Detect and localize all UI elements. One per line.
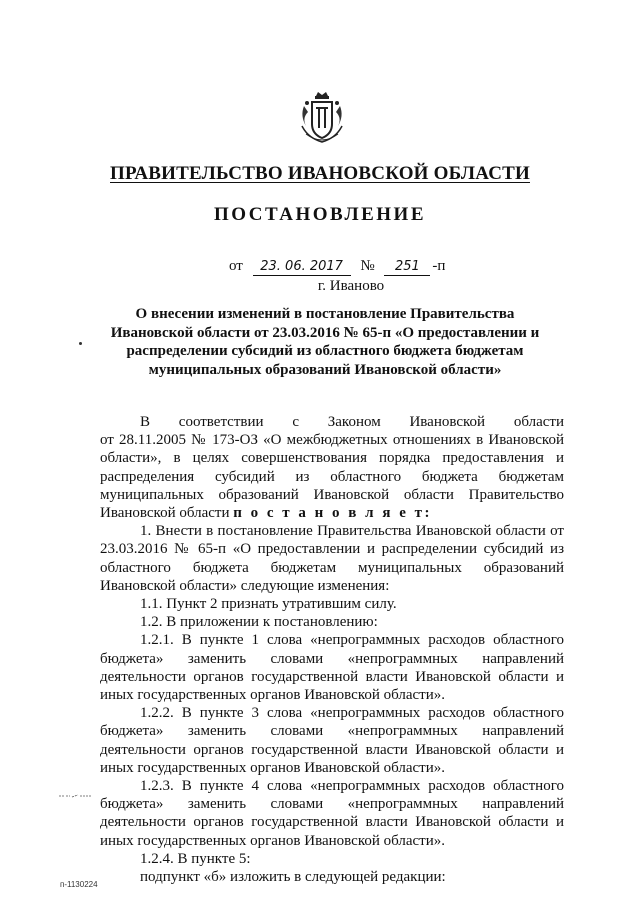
item-1-2-4: 1.2.4. В пункте 5: (140, 850, 251, 867)
handwritten-number: 251 (384, 259, 430, 276)
date-number-line (229, 258, 445, 276)
preamble-word: соответствии (178, 414, 264, 430)
margin-scribble (58, 793, 92, 799)
number-suffix: -п (432, 258, 446, 274)
preamble-first-line (100, 413, 564, 431)
item-1-2-3: 1.2.3. В пункте 4 слова «непрограммных расходов областного бюджета» заменить словами «непрограммных направлений деятельности органов государственной власти Ивановской области и иных государственных органов Ивановской области». (100, 778, 564, 849)
handwritten-date: 23. 06. 2017 (253, 259, 351, 276)
preamble-text: от 28.11.2005 № 173-ОЗ «О межбюджетных отношениях в Ивановской области», в целях совершенствования порядка предоставления и распределения субсидий из областного бюджета бюджетам муниципальных образований Ивановской области Правительство Ивановской области (100, 432, 564, 522)
preamble-paragraph (100, 431, 564, 522)
coat-of-arms-icon (296, 90, 348, 146)
preamble-word: области (513, 414, 564, 430)
government-title: ПРАВИТЕЛЬСТВО ИВАНОВСКОЙ ОБЛАСТИ (110, 163, 530, 184)
item-1-2: 1.2. В приложении к постановлению: (140, 614, 378, 631)
footer-code: п-1130224 (60, 880, 98, 889)
preamble-word: Законом (327, 414, 381, 430)
margin-dot (79, 342, 82, 345)
item-1: 1. Внести в постановление Правительства Ивановской области от 23.03.2016 № 65-п «О предоставлении и распределении субсидий из областного бюджета бюджетам муниципальных образований Ивановской области» следующие изменения: (100, 523, 564, 594)
city: г. Иваново (317, 278, 385, 294)
number-label: № (360, 258, 375, 274)
item-1-1: 1.1. Пункт 2 признать утратившим силу. (140, 596, 397, 613)
from-label: от (229, 258, 243, 274)
preamble-word: с (292, 414, 299, 430)
item-1-2-1: 1.2.1. В пункте 1 слова «непрограммных расходов областного бюджета» заменить словами «непрограммных направлений деятельности органов государственной власти Ивановской области и иных государственных органов Ивановской области». (100, 632, 564, 704)
document-type: ПОСТАНОВЛЕНИЕ (213, 204, 427, 225)
document-subject: О внесении изменений в постановление Правительства Ивановской области от 23.03.2016 № 65-п «О предоставлении и распределении субсидий из областного бюджета бюджетам муниципальных образований Ивановской области» (110, 306, 540, 378)
document-body (100, 413, 564, 886)
subitem-b: подпункт «б» изложить в следующей редакции: (140, 869, 446, 886)
preamble-word: Ивановской (409, 414, 486, 430)
preamble-word: В (140, 414, 151, 430)
item-1-2-2: 1.2.2. В пункте 3 слова «непрограммных расходов областного бюджета» заменить словами «непрограммных направлений деятельности органов государственной власти Ивановской области и иных государственных органов Ивановской области». (100, 705, 564, 776)
resolves-word: п о с т а н о в л я е т: (233, 505, 432, 522)
